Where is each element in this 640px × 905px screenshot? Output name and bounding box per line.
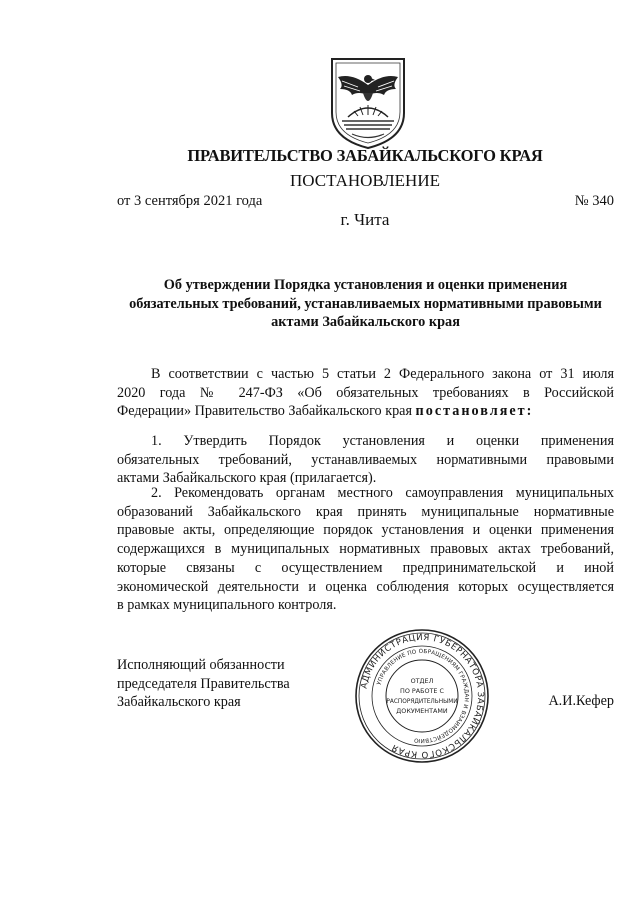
item-line: в рамках муниципального контроля. [117, 597, 337, 614]
item-line: правовые акты, определяющие порядок установления и оценки применения [117, 522, 614, 539]
preamble-line: В соответствии с частью 5 статьи 2 Федерального закона от 31 июля [151, 366, 614, 382]
signer-position-line: Исполняющий обязанности [117, 657, 285, 673]
stamp-center-line: РАСПОРЯДИТЕЛЬНЫМИ [386, 699, 458, 705]
document-heading [117, 276, 614, 332]
heading-line: обязательных требований, устанавливаемых нормативными правовыми [129, 295, 602, 312]
resolves-keyword: постановляет: [415, 403, 534, 420]
item-line: которые связаны с осуществлением предпринимательской и иной [117, 559, 614, 576]
stamp-outer-text: АДМИНИСТРАЦИЯ ГУБЕРНАТОРА ЗАБАЙКАЛЬСКОГО КРАЯ [359, 632, 486, 760]
item-2-paragraph [117, 484, 614, 615]
stamp-inner-text: УПРАВЛЕНИЕ ПО ОБРАЩЕНИЯМ ГРАЖДАН И ВЗАИМОДЕЙСТВИЮ [376, 648, 470, 744]
svg-text:УПРАВЛЕНИЕ ПО ОБРАЩЕНИЯМ ГРАЖД [376, 649, 469, 743]
item-line: актами Забайкальского края (прилагается). [117, 470, 377, 487]
heading-line: Об утверждении Порядка установления и оценки применения [163, 277, 568, 293]
item-line: 1. Утвердить Порядок установления и оценки применения [151, 433, 614, 449]
signer-position [117, 656, 290, 712]
item-line: 2. Рекомендовать органам местного самоуправления муниципальных [151, 485, 614, 501]
stamp-center-line: ОТДЕЛ [410, 677, 434, 685]
signer-position-line: председателя Правительства [117, 675, 290, 692]
item-line: экономической деятельности и оценка соблюдения которых осуществляется [117, 578, 614, 595]
item-1-paragraph [117, 432, 614, 488]
preamble-text: Федерации» Правительство Забайкальского края [117, 403, 412, 420]
stamp-center-line: ДОКУМЕНТАМИ [396, 707, 448, 715]
government-title: ПРАВИТЕЛЬСТВО ЗАБАЙКАЛЬСКОГО КРАЯ [187, 146, 543, 165]
signer-position-line: Забайкальского края [117, 694, 241, 711]
document-city: г. Чита [340, 210, 390, 229]
item-line: обязательных требований, устанавливаемых нормативными правовыми [117, 451, 614, 468]
preamble-line: 2020 года № 247-ФЗ «Об обязательных требованиях в Российской [117, 384, 614, 401]
document-number: № 340 [574, 193, 614, 209]
document-date: от 3 сентября 2021 года [117, 193, 263, 209]
stamp-center-line: ПО РАБОТЕ С [400, 687, 444, 695]
coat-of-arms-icon [328, 55, 408, 151]
document-type: ПОСТАНОВЛЕНИЕ [289, 171, 440, 190]
preamble-paragraph [117, 365, 614, 421]
signer-name: А.И.Кефер [548, 693, 614, 709]
preamble-line [117, 402, 614, 421]
heading-line: актами Забайкальского края [271, 314, 460, 330]
item-line: образований Забайкальского края принять муниципальные нормативные [117, 503, 614, 520]
official-stamp-icon [353, 627, 491, 765]
item-line: содержащихся в муниципальных нормативных правовых актах требований, [117, 541, 614, 558]
